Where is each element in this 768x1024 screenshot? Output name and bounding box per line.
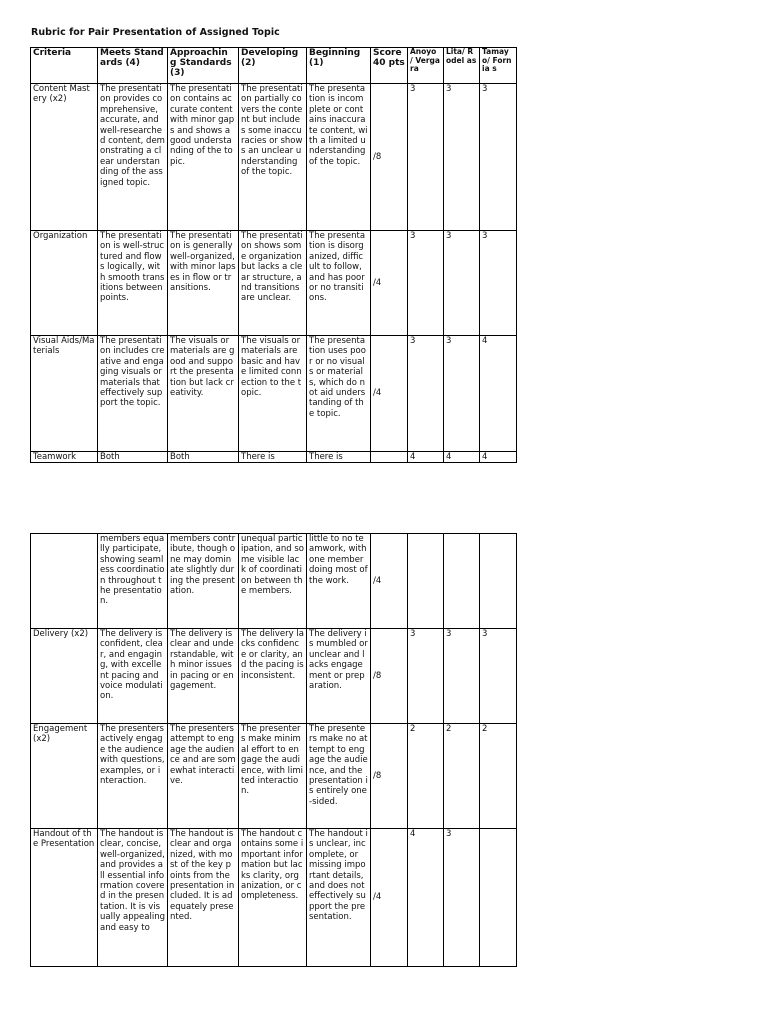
- group-3-score: 4: [480, 336, 517, 452]
- group-1-score: [408, 534, 444, 629]
- header-score: Score 40 pts: [371, 48, 408, 84]
- table-row: [31, 231, 517, 336]
- group-1-score: 3: [408, 629, 444, 724]
- criteria-cell: Organization: [31, 231, 98, 336]
- group-3-score: 4: [480, 452, 517, 463]
- header-criteria: Criteria: [31, 48, 98, 84]
- approaching-cell: Both: [168, 452, 239, 463]
- developing-cell: The visuals or materials are basic and have limited connection to the topic.: [239, 336, 307, 452]
- approaching-cell: The delivery is clear and understandable, with minor issues in pacing or engagement.: [168, 629, 239, 724]
- rubric-table-part-1: [30, 47, 517, 463]
- developing-cell: The delivery lacks confidence or clarity, and the pacing is inconsistent.: [239, 629, 307, 724]
- table-row: [31, 829, 517, 967]
- meets-cell: Both: [98, 452, 168, 463]
- points-cell: /8: [371, 724, 408, 829]
- approaching-cell: The presentation contains accurate content with minor gaps and shows a good understanding of the topic.: [168, 84, 239, 231]
- approaching-cell: The handout is clear and organized, with most of the key points from the presentation included. It is adequately presented.: [168, 829, 239, 967]
- group-1-score: 2: [408, 724, 444, 829]
- group-1-score: 3: [408, 84, 444, 231]
- beginning-cell: The presentation uses poor or no visuals or materials, which do not aid understanding of the topic.: [307, 336, 371, 452]
- header-developing: Developing (2): [239, 48, 307, 84]
- group-3-score: 2: [480, 724, 517, 829]
- developing-cell: The presentation shows some organization but lacks a clear structure, and transitions are unclear.: [239, 231, 307, 336]
- criteria-cell: Visual Aids/Materials: [31, 336, 98, 452]
- table-row: [31, 452, 517, 463]
- group-1-score: 4: [408, 452, 444, 463]
- meets-cell: The presenters actively engage the audience with questions, examples, or interaction.: [98, 724, 168, 829]
- group-2-score: 3: [444, 336, 480, 452]
- beginning-cell: There is: [307, 452, 371, 463]
- header-approaching-standards: Approachin g Standards (3): [168, 48, 239, 84]
- criteria-cell: [31, 534, 98, 629]
- page-title: Rubric for Pair Presentation of Assigned Topic: [31, 27, 280, 38]
- header-group-1: Anoyo / Verga ra: [408, 48, 444, 84]
- group-1-score: 3: [408, 336, 444, 452]
- table-row: [31, 724, 517, 829]
- criteria-cell: Delivery (x2): [31, 629, 98, 724]
- table-row: [31, 84, 517, 231]
- approaching-cell: members contribute, though one may dominate slightly during the presentation.: [168, 534, 239, 629]
- meets-cell: The handout is clear, concise, well-organized, and provides all essential information covered in the presentation. It is visually appealing and easy to: [98, 829, 168, 967]
- points-cell: /8: [371, 84, 408, 231]
- group-3-score: [480, 534, 517, 629]
- criteria-cell: Content Mastery (x2): [31, 84, 98, 231]
- approaching-cell: The visuals or materials are good and support the presentation but lack creativity.: [168, 336, 239, 452]
- beginning-cell: The delivery is mumbled or unclear and lacks engagement or preparation.: [307, 629, 371, 724]
- beginning-cell: The presenters make no attempt to engage the audience, and the presentation is entirely one-sided.: [307, 724, 371, 829]
- developing-cell: There is: [239, 452, 307, 463]
- group-3-score: 3: [480, 231, 517, 336]
- header-group-3: Tamay o/ Fornia s: [480, 48, 517, 84]
- meets-cell: The presentation includes creative and engaging visuals or materials that effectively support the topic.: [98, 336, 168, 452]
- group-2-score: 3: [444, 629, 480, 724]
- points-cell: /4: [371, 336, 408, 452]
- group-2-score: 3: [444, 829, 480, 967]
- beginning-cell: The handout is unclear, incomplete, or missing important details, and does not effectively support the presentation.: [307, 829, 371, 967]
- developing-cell: unequal participation, and some visible lack of coordination between the members.: [239, 534, 307, 629]
- group-2-score: 2: [444, 724, 480, 829]
- approaching-cell: The presenters attempt to engage the audience and are somewhat interactive.: [168, 724, 239, 829]
- points-cell: [371, 452, 408, 463]
- meets-cell: members equally participate, showing seamless coordination throughout the presentation.: [98, 534, 168, 629]
- approaching-cell: The presentation is generally well-organized, with minor lapses in flow or transitions.: [168, 231, 239, 336]
- group-3-score: [480, 829, 517, 967]
- header-meets-standards: Meets Standards (4): [98, 48, 168, 84]
- beginning-cell: The presentation is disorganized, difficult to follow, and has poor or no transitions.: [307, 231, 371, 336]
- group-1-score: 4: [408, 829, 444, 967]
- group-3-score: 3: [480, 84, 517, 231]
- group-2-score: 3: [444, 84, 480, 231]
- developing-cell: The presentation partially covers the content but includes some inaccuracies or shows an unclear understanding of the topic.: [239, 84, 307, 231]
- meets-cell: The delivery is confident, clear, and engaging, with excellent pacing and voice modulation.: [98, 629, 168, 724]
- criteria-cell: Teamwork: [31, 452, 98, 463]
- group-2-score: 3: [444, 231, 480, 336]
- developing-cell: The handout contains some important information but lacks clarity, organization, or completeness.: [239, 829, 307, 967]
- criteria-cell: Engagement (x2): [31, 724, 98, 829]
- beginning-cell: The presentation is incomplete or contains inaccurate content, with a limited understanding of the topic.: [307, 84, 371, 231]
- table-row: [31, 629, 517, 724]
- points-cell: /8: [371, 629, 408, 724]
- meets-cell: The presentation is well-structured and flows logically, with smooth transitions between points.: [98, 231, 168, 336]
- points-cell: /4: [371, 829, 408, 967]
- table-row: [31, 336, 517, 452]
- table-row: [31, 534, 517, 629]
- header-row: [31, 48, 517, 84]
- points-cell: /4: [371, 231, 408, 336]
- group-1-score: 3: [408, 231, 444, 336]
- rubric-table-part-2: [30, 533, 517, 967]
- points-cell: /4: [371, 534, 408, 629]
- criteria-cell: Handout of the Presentation: [31, 829, 98, 967]
- group-3-score: 3: [480, 629, 517, 724]
- developing-cell: The presenters make minimal effort to engage the audience, with limited interaction.: [239, 724, 307, 829]
- meets-cell: The presentation provides comprehensive, accurate, and well-researched content, demonstrating a clear understanding of the assigned topic.: [98, 84, 168, 231]
- header-beginning: Beginning (1): [307, 48, 371, 84]
- group-2-score: 4: [444, 452, 480, 463]
- header-group-2: Lita/ Rodel as: [444, 48, 480, 84]
- group-2-score: [444, 534, 480, 629]
- beginning-cell: little to no teamwork, with one member doing most of the work.: [307, 534, 371, 629]
